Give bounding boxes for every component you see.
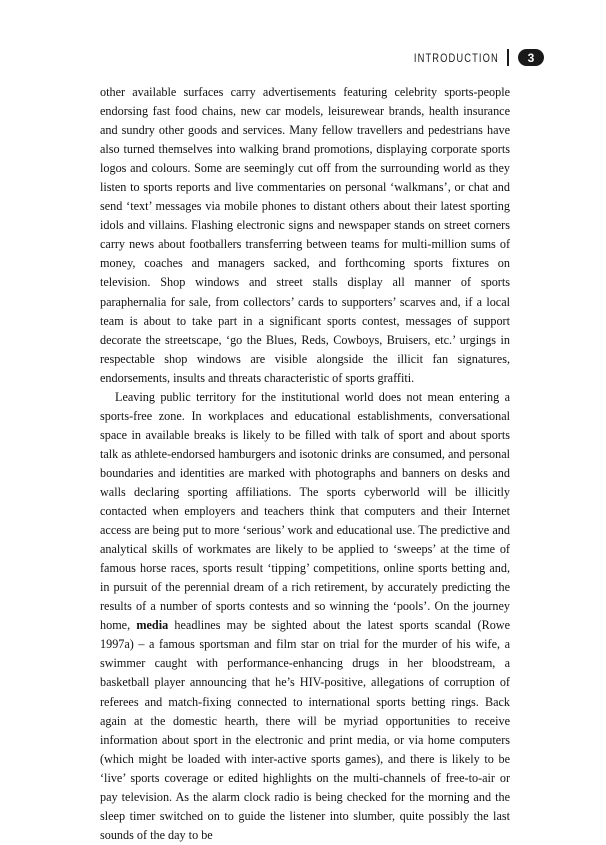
paragraph-2-text-start: Leaving public territory for the institutional world does not mean entering a sports-free zone. In workplaces and educational establishments, conversational space in available breaks is likely to be filled with talk of sport and about sports talk as athlete-endorsed hamburgers and isotonic drinks are consumed, and personal boundaries and identities are marked with photographs and banners on desks and walls declaring sporting affiliations. The sports cyberworld will be illicitly contacted when employers and teachers think that computers and their Internet access are being put to more ‘serious’ work and educational use. The predictive and analytical skills of workmates are likely to be applied to ‘sweeps’ at the time of famous horse races, sports result ‘tipping’ competitions, online sports betting and, in pursuit of the perennial dream of a rich retirement, by accurately predicting the results of a number of sports contests and so winning the ‘pools’. On the journey home, — [100, 389, 510, 633]
section-title: INTRODUCTION — [414, 50, 499, 65]
keyword-media: media — [136, 618, 169, 633]
running-head — [390, 49, 544, 66]
paragraph-1: other available surfaces carry advertisements featuring celebrity sports-people endorsing fast food chains, new car models, leisurewear brands, health insurance and sundry other goods and services. Many fellow travellers and pedestrians have also turned themselves into walking brand promotions, displaying corporate sports logos and colours. Some are seemingly cut off from the surrounding world as they listen to sports reports and live commentaries on personal ‘walkmans’, or chat and send ‘text’ messages via mobile phones to distant others about their latest sporting idols and villains. Flashing electronic signs and newspaper stands on street corners carry news about footballers transferring between teams for multi-million sums of money, coaches and managers sacked, and forthcoming sports fixtures on television. Shop windows and street stalls display all manner of sports paraphernalia for sale, from collectors’ cards to supporters’ scarves and, if a local team is about to take part in a significant sports contest, messages of support decorate the streetscape, ‘go the Blues, Reds, Cowboys, Bruisers, etc.’ urgings in respectable shop windows are visible alongside the illicit fan signatures, endorsements, insults and threats characteristic of sports graffiti. — [100, 85, 510, 385]
paragraph-2 — [100, 388, 510, 845]
header-divider — [507, 49, 509, 66]
body-text — [100, 83, 510, 845]
page-number: 3 — [518, 49, 544, 66]
paragraph-2-text-end: headlines may be sighted about the latest sports scandal (Rowe 1997a) – a famous sportsman and film star on trial for the murder of his wife, a swimmer caught with performance-enhancing drugs in her bloodstream, a basketball player announcing that he’s HIV-positive, allegations of corruption of referees and match-fixing connected to international sports betting rings. Back again at the domestic hearth, there will be myriad opportunities to receive information about sport in the electronic and print media, or via home computers (which might be loaded with inter-active sports games), and there is likely to be ‘live’ sports coverage or edited highlights on the multi-channels of free-to-air or pay television. As the alarm clock radio is being checked for the morning and the sleep timer switched on to guide the listener into slumber, quite possibly the last sounds of the day to be — [100, 618, 511, 842]
